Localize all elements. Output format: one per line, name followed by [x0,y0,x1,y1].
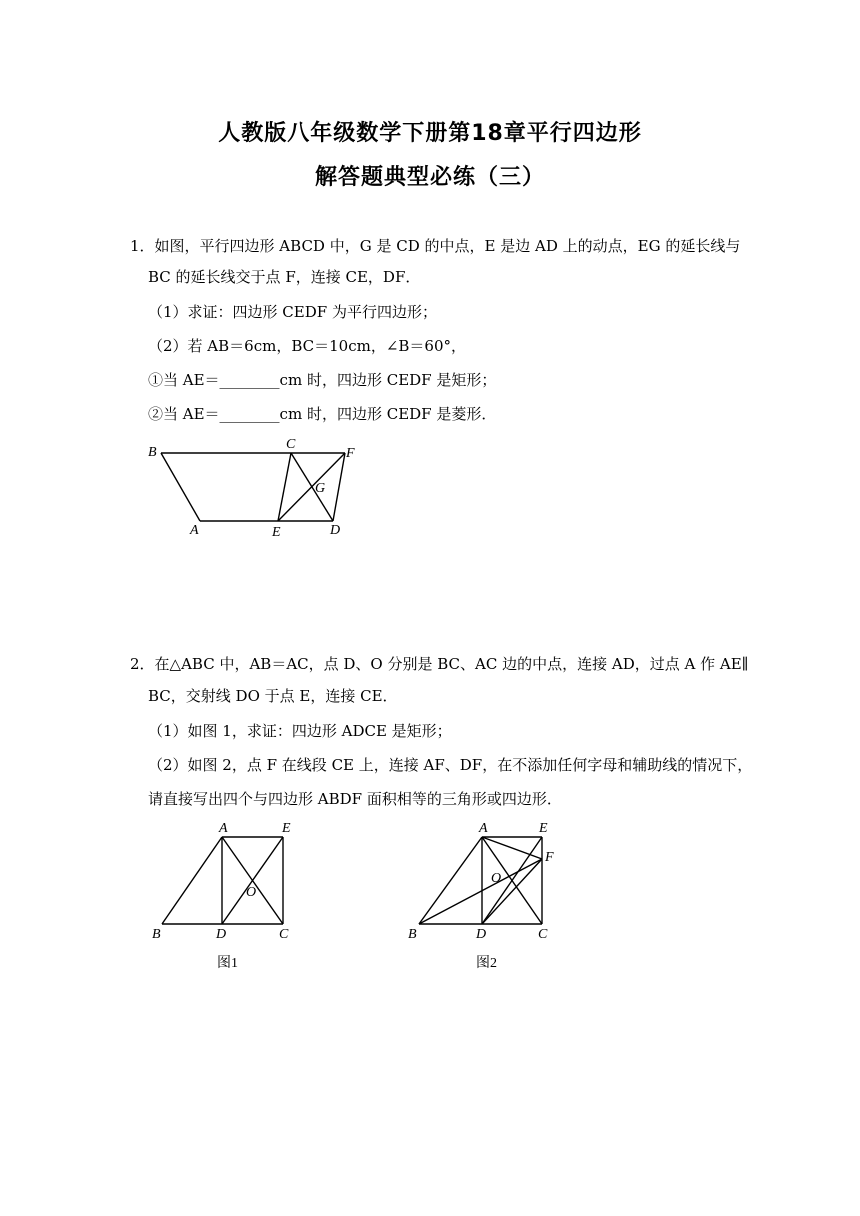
fig1-label-b: B [152,927,161,942]
segment-bf [419,859,542,924]
fig2-label-d: D [476,927,487,942]
q2-line1: 2．在△ABC 中，AB＝AC，点 D、O 分别是 BC、AC 边的中点，连接 AD，过点 A 作 AE∥ [130,655,749,673]
fig2-label-b: B [408,927,417,942]
fig2-label-f: F [545,850,554,865]
q1-line3: （1）求证：四边形 CEDF 为平行四边形； [148,303,437,321]
fig2-label-a: A [479,821,488,836]
q2-line5: 请直接写出四个与四边形 ABDF 面积相等的三角形或四边形． [148,790,562,808]
segment-ab [162,837,222,924]
fig1-label-d: D [216,927,227,942]
fig2-label-o: O [491,871,502,886]
label-g: G [315,481,326,496]
label-e: E [272,525,281,540]
fig1-label-c: C [279,927,289,942]
segment-ab [419,837,482,924]
q2-line3: （1）如图 1，求证：四边形 ADCE 是矩形； [148,722,452,740]
q2-line4: （2）如图 2，点 F 在线段 CE 上，连接 AF、DF，在不添加任何字母和辅助线的情况下， [148,756,753,774]
fig2-caption: 图2 [476,956,497,971]
document-title-line2: 解答题典型必练（三） [314,165,545,190]
q1-line6: ②当 AE＝________cm 时，四边形 CEDF 是菱形． [148,405,497,423]
document-title-line1: 人教版八年级数学下册第18章平行四边形 [218,121,642,146]
label-b: B [148,445,157,460]
segment-af [482,837,542,859]
q1-line4: （2）若 AB＝6cm，BC＝10cm，∠B＝60°， [148,337,467,355]
q2-figure-1 [145,815,305,975]
q1-line2: BC 的延长线交于点 F，连接 CE，DF． [148,268,421,286]
fig1-caption: 图1 [217,956,238,971]
fig2-label-e: E [539,821,548,836]
segment-ba [161,453,200,521]
q2-figure-2 [398,815,578,975]
q1-figure-lines [140,435,380,545]
label-d: D [330,523,341,538]
fig1-label-o: O [246,885,257,900]
q2-line2: BC，交射线 DO 于点 E，连接 CE． [148,687,398,705]
label-a: A [190,523,199,538]
segment-ce [278,453,291,521]
label-f: F [346,446,355,461]
fig1-label-e: E [282,821,291,836]
fig1-label-a: A [219,821,228,836]
q1-line5: ①当 AE＝________cm 时，四边形 CEDF 是矩形； [148,371,497,389]
segment-df [482,859,542,924]
fig2-label-c: C [538,927,548,942]
q1-line1: 1．如图，平行四边形 ABCD 中，G 是 CD 的中点，E 是边 AD 上的动点，EG 的延长线与 [130,237,741,255]
label-c: C [286,437,296,452]
